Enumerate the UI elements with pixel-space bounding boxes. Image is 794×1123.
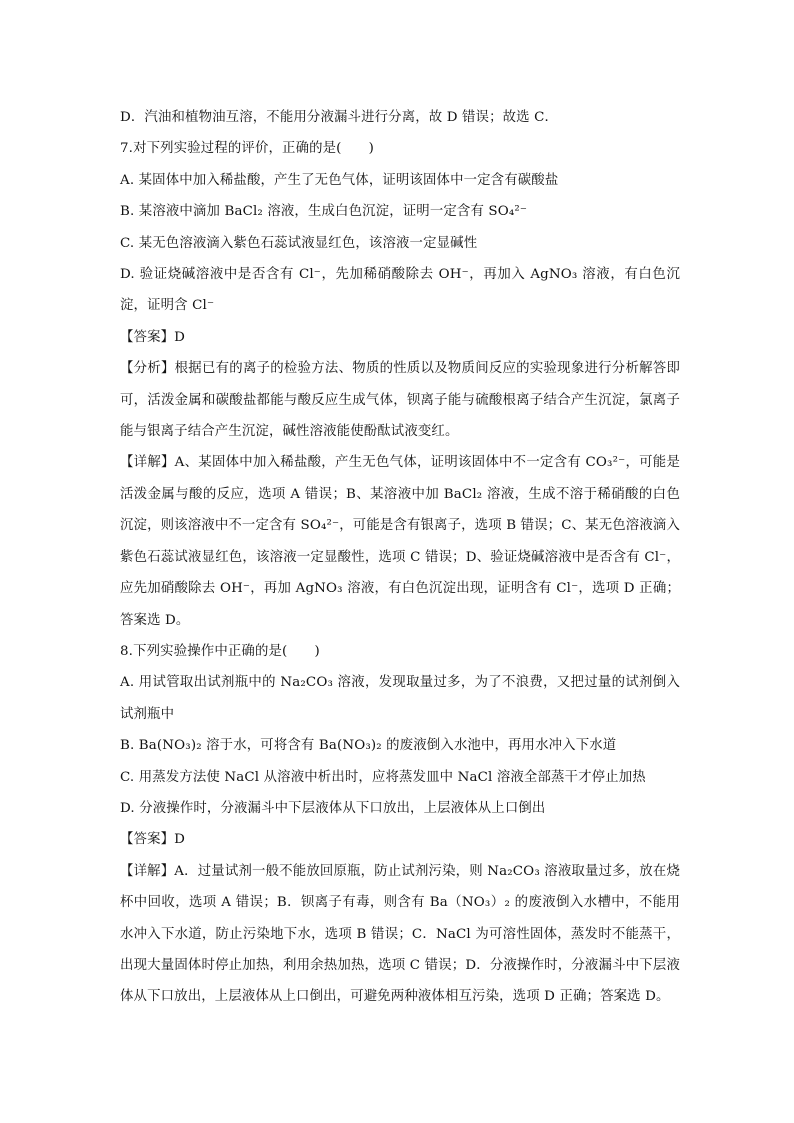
- q8-option-b: B. Ba(NO₃)₂ 溶于水，可将含有 Ba(NO₃)₂ 的废液倒入水池中，再用水冲入下水道: [120, 738, 617, 754]
- q8-option-c: C. 用蒸发方法使 NaCl 从溶液中析出时，应将蒸发皿中 NaCl 溶液全部蒸干才停止加热: [120, 769, 646, 785]
- q8-detail: 【详解】A．过量试剂一般不能放回原瓶，防止试剂污染，则 Na₂CO₃ 溶液取量过多，放在烧杯中回收，选项 A 错误；B．钡离子有毒，则含有 Ba（NO₃）₂ 的废液倒入水槽中，不能用水冲入下水道，防止污染地下水，选项 B 错误；C．NaCl 为可溶性固体，蒸发时不能蒸干，出现大量固体时停止加热，利用余热加热，选项 C 错误；D．分液操作时，分液漏斗中下层液体从下口放出，上层液体从上口倒出，可避免两种液体相互污染，选项 D 正确；答案选 D。: [120, 863, 680, 1005]
- q7-option-d: D. 验证烧碱溶液中是否含有 Cl⁻，先加稀硝酸除去 OH⁻，再加入 AgNO₃ 溶液，有白色沉淀，证明含 Cl⁻: [120, 267, 680, 314]
- q7-option-c: C. 某无色溶液滴入紫色石蕊试液显红色，该溶液一定显碱性: [120, 235, 478, 251]
- q7-analysis: 【分析】根据已有的离子的检验方法、物质的性质以及物质间反应的实验现象进行分析解答即可，活泼金属和碳酸盐都能与酸反应生成气体，钡离子能与硫酸根离子结合产生沉淀，氯离子能与银离子结合产生沉淀，碱性溶液能使酚酞试液变红。: [120, 361, 680, 440]
- q8-stem: 8.下列实验操作中正确的是( ): [120, 643, 320, 659]
- q7-detail: 【详解】A、某固体中加入稀盐酸，产生无色气体，证明该固体中不一定含有 CO₃²⁻，可能是活泼金属与酸的反应，选项 A 错误；B、某溶液中加 BaCl₂ 溶液，生成不溶于稀硝酸的白色沉淀，则该溶液中不一定含有 SO₄²⁻，可能是含有银离子，选项 B 错误；C、某无色溶液滴入紫色石蕊试液显红色，该溶液一定显酸性，选项 C 错误；D、验证烧碱溶液中是否含有 Cl⁻，应先加硝酸除去 OH⁻，再加 AgNO₃ 溶液，有白色沉淀出现，证明含有 Cl⁻，选项 D 正确；答案选 D。: [120, 455, 680, 628]
- q7-answer: 【答案】D: [120, 329, 186, 345]
- q7-stem: 7.对下列实验过程的评价，正确的是( ): [120, 141, 375, 157]
- q8-option-a: A. 用试管取出试剂瓶中的 Na₂CO₃ 溶液，发现取量过多，为了不浪费，又把过量的试剂倒入试剂瓶中: [120, 675, 680, 722]
- q7-option-a: A. 某固体中加入稀盐酸，产生了无色气体，证明该固体中一定含有碳酸盐: [120, 172, 559, 188]
- document-page: [120, 102, 680, 1013]
- q8-option-d: D. 分液操作时，分液漏斗中下层液体从下口放出，上层液体从上口倒出: [120, 800, 546, 816]
- q7-option-b: B. 某溶液中滴加 BaCl₂ 溶液，生成白色沉淀，证明一定含有 SO₄²⁻: [120, 204, 528, 220]
- q8-answer: 【答案】D: [120, 832, 186, 848]
- q6-conclusion: D．汽油和植物油互溶，不能用分液漏斗进行分离，故 D 错误；故选 C．: [120, 110, 559, 125]
